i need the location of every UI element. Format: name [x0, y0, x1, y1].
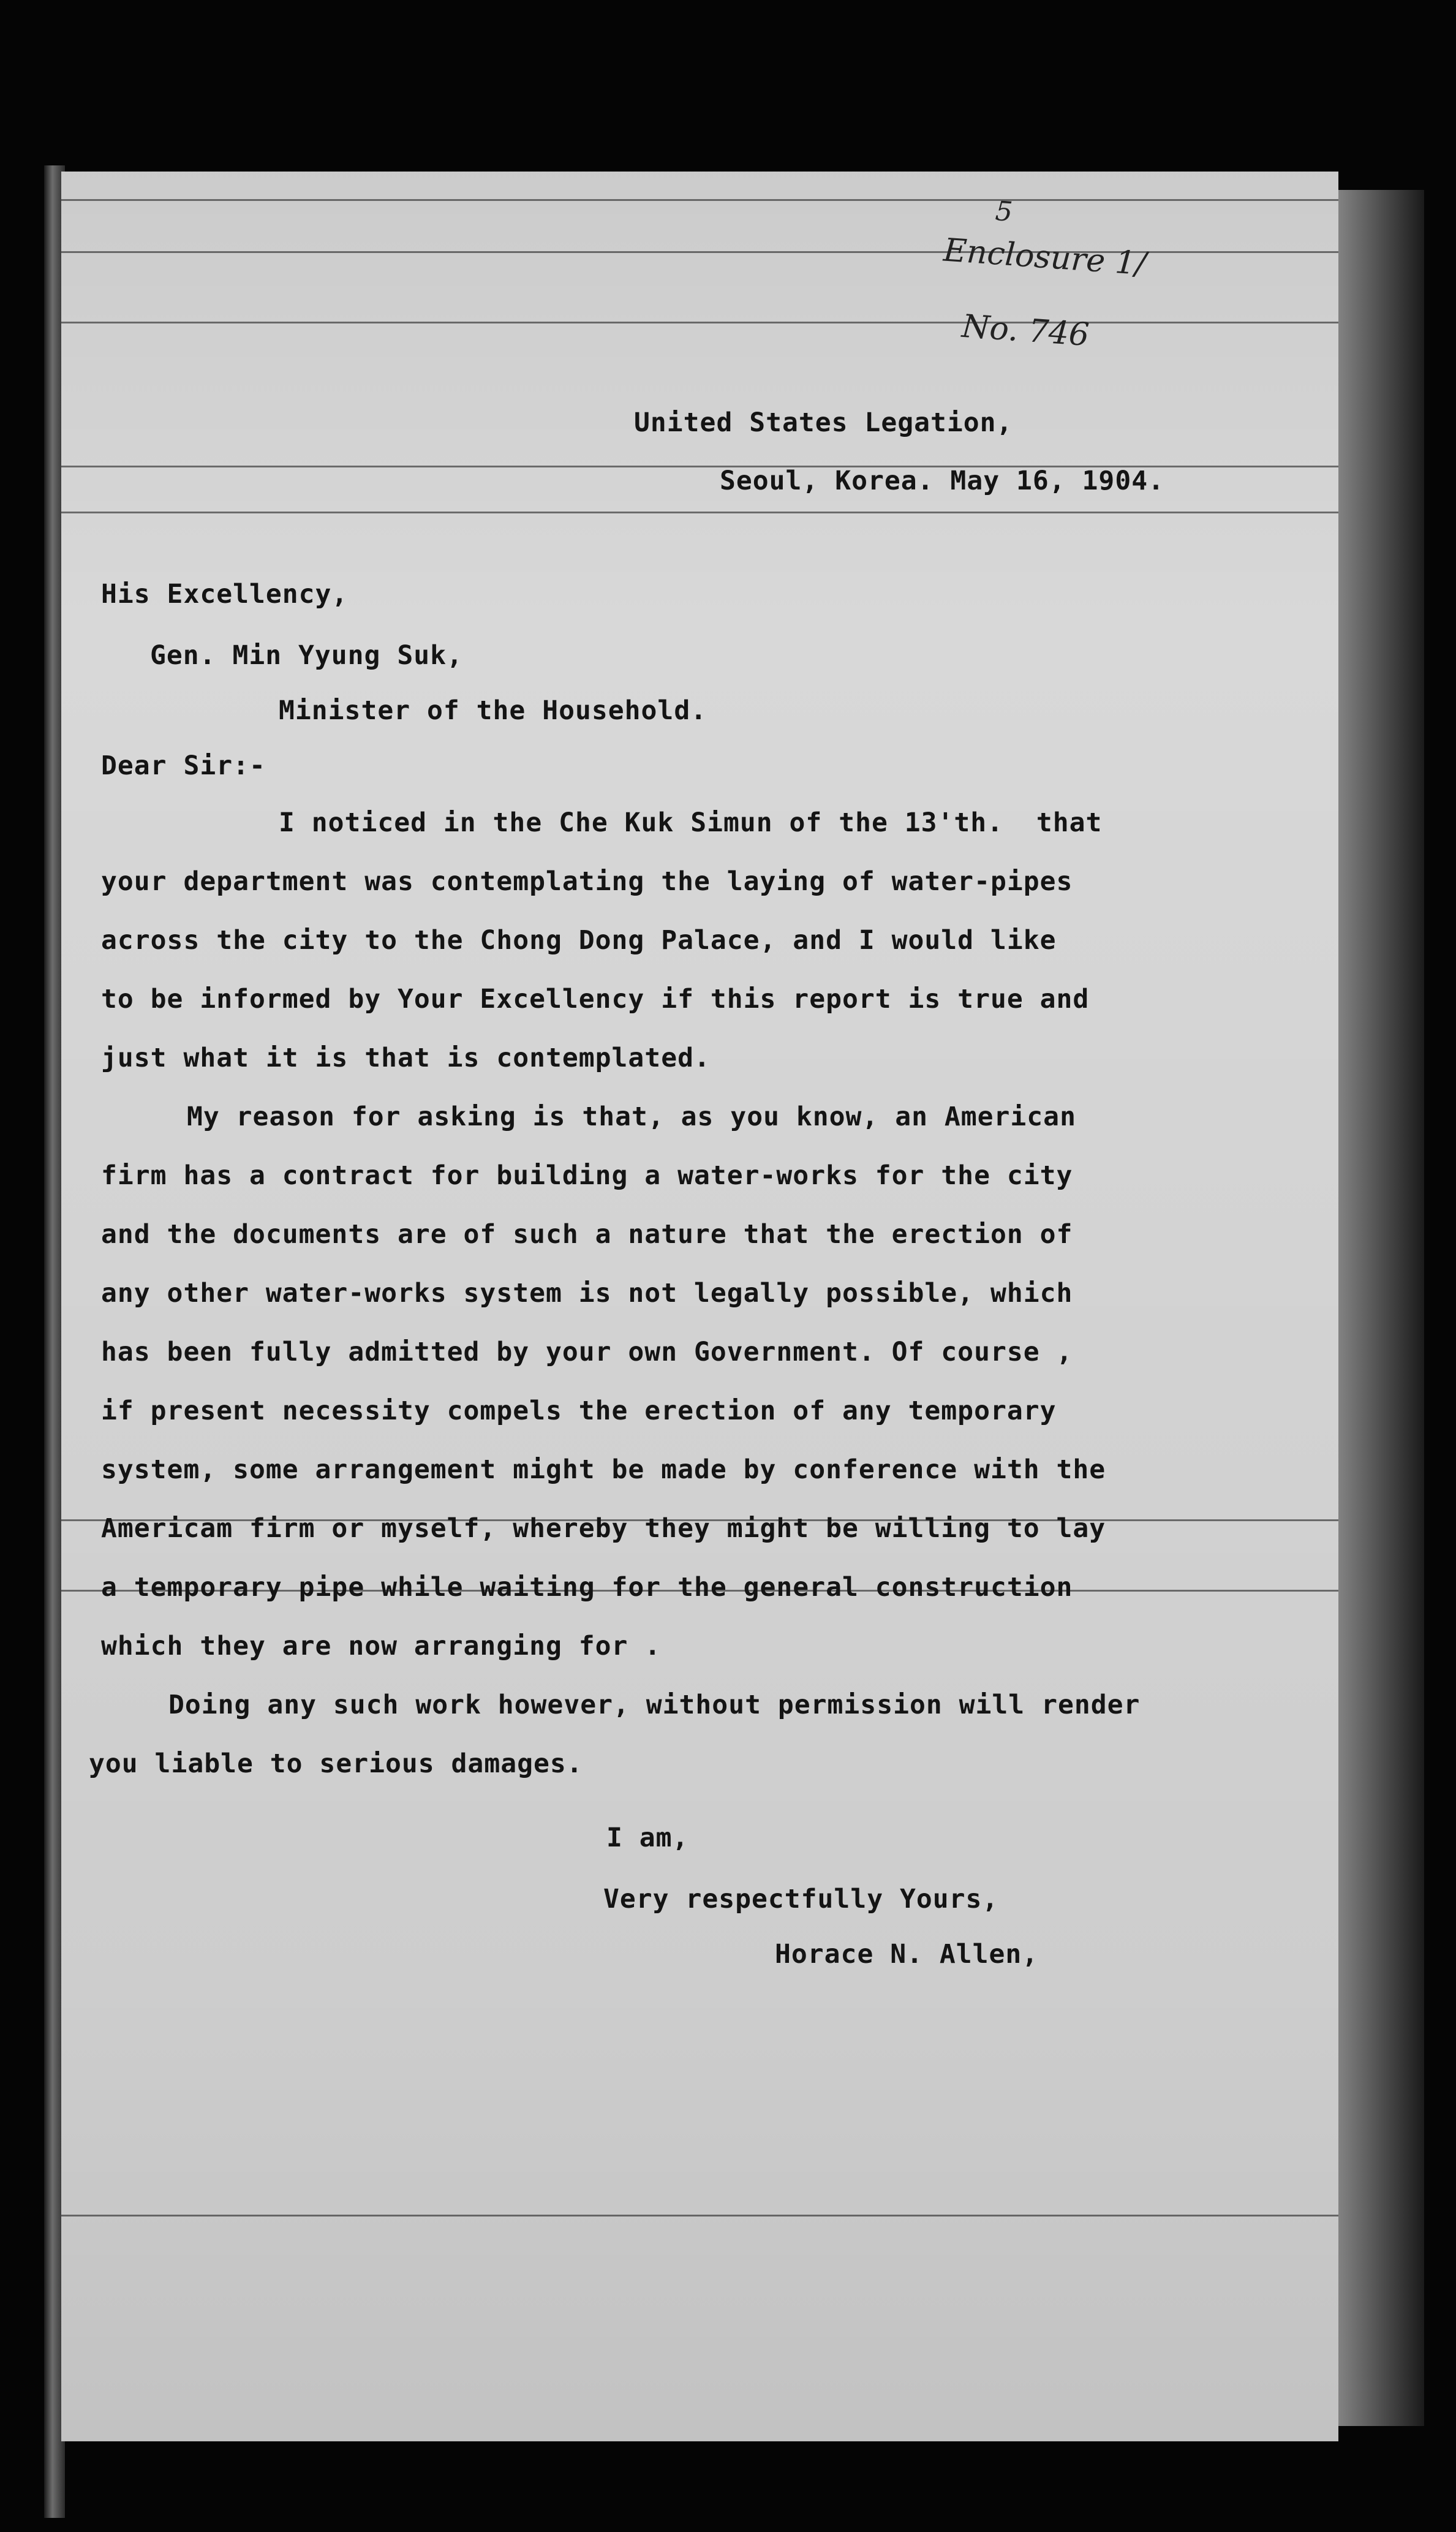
paragraph-3 — [89, 1676, 1140, 1793]
paragraph-1 — [101, 793, 1102, 1087]
sheet-shadow — [1332, 190, 1424, 2426]
addressee-title: His Excellency, — [101, 579, 349, 610]
paragraph-2-line: and the documents are of such a nature that the erection of — [101, 1219, 1073, 1250]
paragraph-1-line: just what it is that is contemplated. — [101, 1043, 711, 1073]
paragraph-2-line: any other water-works system is not legally possible, which — [101, 1278, 1073, 1309]
closing-line: I am, — [606, 1823, 689, 1853]
salutation: Dear Sir:- — [101, 750, 266, 781]
addressee-name: Gen. Min Yyung Suk, — [150, 640, 463, 671]
ruled-line — [61, 322, 1338, 323]
handwritten-despatch-number: No. 746 — [960, 308, 1091, 354]
handwritten-page-number: 5 — [994, 195, 1014, 228]
paragraph-2-line: which they are now arranging for . — [101, 1631, 662, 1661]
handwritten-enclosure-note: Enclosure 1/ — [942, 232, 1148, 283]
signature: Horace N. Allen, — [775, 1939, 1039, 1970]
paragraph-2-line: My reason for asking is that, as you know, an American — [187, 1102, 1076, 1132]
ruled-line — [61, 2215, 1338, 2216]
paragraph-2 — [101, 1087, 1106, 1676]
paragraph-2-line: Americam firm or myself, whereby they might be willing to lay — [101, 1513, 1106, 1544]
paragraph-3-line: Doing any such work however, without permission will render — [168, 1690, 1141, 1720]
letter-sheet — [61, 172, 1338, 2441]
paragraph-2-line: if present necessity compels the erection of any temporary — [101, 1396, 1057, 1426]
paragraph-2-line: firm has a contract for building a water-works for the city — [101, 1160, 1073, 1191]
closing-respectfully: Very respectfully Yours, — [603, 1884, 999, 1914]
paragraph-2-line: has been fully admitted by your own Government. Of course , — [101, 1337, 1073, 1367]
place-date-line: Seoul, Korea. May 16, 1904. — [720, 466, 1164, 496]
legation-heading: United States Legation, — [634, 407, 1013, 438]
paragraph-1-line: to be informed by Your Excellency if this report is true and — [101, 984, 1090, 1015]
ruled-line — [61, 199, 1338, 201]
paragraph-3-line: you liable to serious damages. — [89, 1748, 583, 1779]
paragraph-1-line: your department was contemplating the laying of water-pipes — [101, 866, 1073, 897]
paragraph-2-line: a temporary pipe while waiting for the general construction — [101, 1572, 1073, 1603]
paragraph-2-line: system, some arrangement might be made by conference with the — [101, 1454, 1106, 1485]
paragraph-1-line: I noticed in the Che Kuk Simun of the 13'th. that — [279, 807, 1103, 838]
addressee-position: Minister of the Household. — [279, 695, 707, 726]
ruled-line — [61, 512, 1338, 513]
paragraph-1-line: across the city to the Chong Dong Palace, and I would like — [101, 925, 1057, 956]
